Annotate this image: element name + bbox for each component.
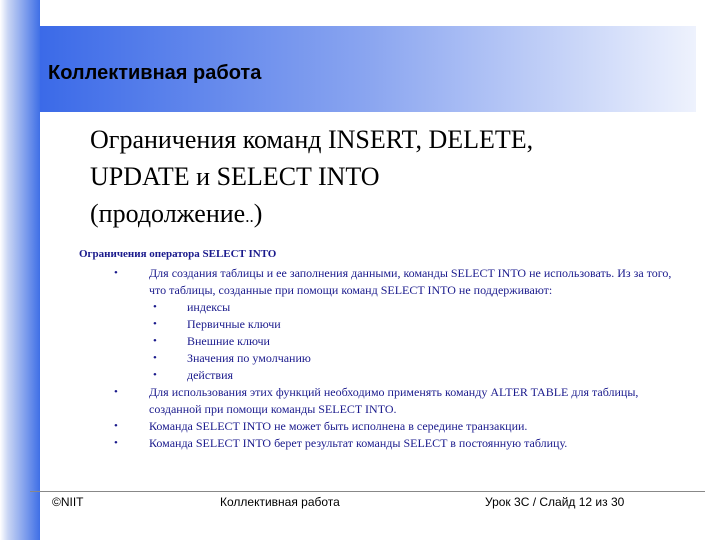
list-item [110,435,690,452]
slide-title-line-3-text: (продолжение [90,199,246,228]
sub-list-item-text: Внешние ключи [187,334,270,348]
list-item [110,265,690,384]
sub-list-item [149,299,690,316]
bullet-icon: • [114,420,118,432]
bullet-icon: • [153,352,157,364]
header-band [40,26,696,112]
sub-list-item [149,350,690,367]
list-item-text: Для использования этих функций необходимо применять команду ALTER TABLE для таблицы, созданной при помощи команды SELECT INTO. [149,385,639,416]
section-heading: Ограничения оператора SELECT INTO [79,248,277,260]
sub-list-item-text: Первичные ключи [187,317,281,331]
sub-list-item [149,367,690,384]
slide-title-line-3-end: ) [253,199,263,228]
footer-course-title: Коллективная работа [220,495,340,509]
list-item [110,384,690,418]
sub-list-item-text: Значения по умолчанию [187,351,311,365]
bullet-icon: • [153,318,157,330]
list-item-text: Для создания таблицы и ее заполнения данными, команды SELECT INTO не использовать. Из за того, что таблицы, созданные при помощи команд SELECT INTO не поддерживают: [149,266,672,297]
footer-slide-counter: Урок 3С / Слайд 12 из 30 [485,495,625,509]
sub-list-item [149,316,690,333]
slide-title-line-2: UPDATE и SELECT INTO [90,162,380,191]
footer-copyright: ©NIIT [52,495,84,509]
bullet-icon: • [114,437,118,449]
bullet-icon: • [114,386,118,398]
list-item [110,418,690,435]
header-title: Коллективная работа [48,62,262,84]
sub-list [149,299,690,384]
bullet-icon: • [153,335,157,347]
sub-list-item [149,333,690,350]
slide-title [90,121,690,235]
footer-divider [30,491,705,492]
bullet-icon: • [153,301,157,313]
sub-list-item-text: действия [187,368,234,382]
left-decorative-bar [0,0,40,540]
content-list [110,265,690,452]
list-item-text: Команда SELECT INTO берет результат команды SELECT в постоянную таблицу. [149,436,568,450]
slide-title-line-1: Ограничения команд INSERT, DELETE, [90,125,534,154]
slide-title-line-3 [90,195,690,235]
slide-title-dots: .. [245,207,254,226]
list-item-text: Команда SELECT INTO не может быть исполнена в середине транзакции. [149,419,528,433]
bullet-icon: • [114,267,118,279]
bullet-icon: • [153,369,157,381]
sub-list-item-text: индексы [187,300,231,314]
